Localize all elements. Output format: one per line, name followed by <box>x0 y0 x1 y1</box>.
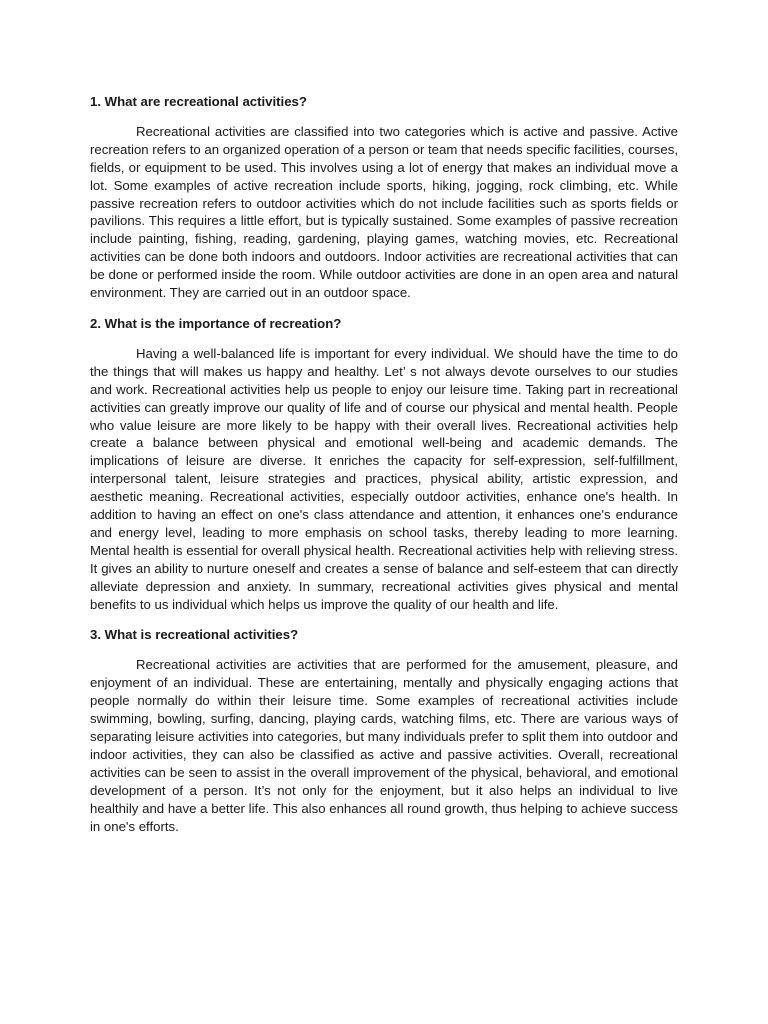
section-1-paragraph: Recreational activities are classified into two categories which is active and passive. Active recreation refers to an organized operation of a person or team that needs specific facilities, courses, fields, or equipment to be used. This involves using a lot of energy that makes an individual move a lot. Some examples of active recreation include sports, hiking, jogging, rock climbing, etc. While passive recreation refers to outdoor activities which do not include facilities such as sports fields or pavilions. This requires a little effort, but is typically sustained. Some examples of passive recreation include painting, fishing, reading, gardening, playing games, watching movies, etc. Recreational activities can be done both indoors and outdoors. Indoor activities are recreational activities that can be done or performed inside the room. While outdoor activities are done in an open area and natural environment. They are carried out in an outdoor space. <box>90 123 678 301</box>
section-1-heading: 1. What are recreational activities? <box>90 94 307 109</box>
section-2-heading: 2. What is the importance of recreation? <box>90 315 342 331</box>
section-3-paragraph: Recreational activities are activities that are performed for the amusement, pleasure, and enjoyment of an individual. These are entertaining, mentally and physically engaging actions that people normally do within their leisure time. Some examples of recreational activities include swimming, bowling, surfing, dancing, playing cards, watching films, etc. There are various ways of separating leisure activities into categories, but many individuals prefer to split them into outdoor and indoor activities, they can also be classified as active and passive activities. Overall, recreational activities can be seen to assist in the overall improvement of the physical, behavioral, and emotional development of a person. It’s not only for the enjoyment, but it also helps an individual to live healthily and have a better life. This also enhances all round growth, thus helping to achieve success in one's efforts. <box>90 657 678 834</box>
section-3-heading: 3. What is recreational activities? <box>90 627 299 643</box>
document-page <box>90 93 678 848</box>
section-2-paragraph: Having a well-balanced life is important for every individual. We should have the time to do the things that will makes us happy and healthy. Let’ s not always devote ourselves to our studies and work. Recreational activities help us people to enjoy our leisure time. Taking part in recreational activities can greatly improve our quality of life and of course our physical and mental health. People who value leisure are more likely to be happy with their overall lives. Recreational activities help create a balance between physical and emotional well-being and academic demands. The implications of leisure are diverse. It enriches the capacity for self-expression, self-fulfillment, interpersonal talent, leisure strategies and practices, physical ability, artistic expression, and aesthetic meaning. Recreational activities, especially outdoor activities, enhance one's health. In addition to having an effect on one's class attendance and attention, it enhances one's endurance and energy level, leading to more emphasis on school tasks, thereby leading to more learning. Mental health is essential for overall physical health. Recreational activities help with relieving stress. It gives an ability to nurture oneself and creates a sense of balance and self-esteem that can directly alleviate depression and anxiety. In summary, recreational activities gives physical and mental benefits to us individual which helps us improve the quality of our health and life. <box>90 345 678 612</box>
